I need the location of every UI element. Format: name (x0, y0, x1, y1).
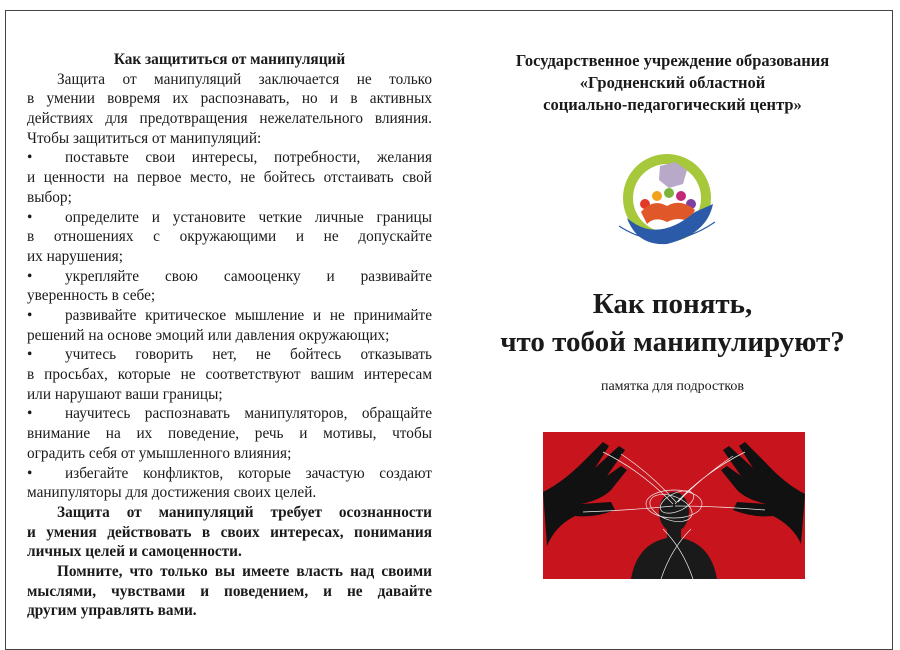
bullet-icon: • (27, 208, 33, 226)
title-line: Как понять, (592, 288, 753, 320)
bullet-icon: • (27, 405, 33, 423)
bullet-text: научитесь распознавать манипуляторов, обращайте (65, 405, 432, 423)
bullet-text: определите и установите четкие личные границы (65, 208, 432, 226)
conclusion1-line: и умения действовать в своих интересах, понимания (27, 523, 432, 541)
intro-line: в умении вовремя их распознавать, но и в активных (27, 90, 432, 108)
bullet-text: выбор; (27, 188, 72, 206)
manipulation-illustration (543, 432, 805, 579)
bullet-item (27, 267, 432, 287)
intro-line: Защита от манипуляций заключается не только (57, 70, 432, 88)
bullet-text: укрепляйте свою самооценку и развивайте (65, 267, 432, 285)
bullet-item (27, 345, 432, 365)
intro-line: действиях для предотвращения нежелательного влияния. (27, 110, 432, 128)
bullet-item (27, 208, 432, 228)
organization-logo (605, 146, 730, 256)
bullet-icon: • (27, 307, 33, 324)
brochure-title (455, 285, 890, 361)
bullet-text: или нарушают ваши границы; (27, 385, 223, 403)
bullet-text: их нарушения; (27, 247, 123, 265)
conclusion2-line: мыслями, чувствами и поведением, и не давайте (27, 582, 432, 600)
bullet-text: избегайте конфликтов, которые зачастую создают (65, 464, 432, 482)
title-line: что тобой манипулируют? (500, 326, 845, 358)
conclusion1-line: личных целей и самоценности. (27, 543, 242, 561)
organization-header (455, 50, 890, 116)
bullet-icon: • (27, 267, 33, 285)
left-column (27, 50, 432, 621)
bullet-text: развивайте критическое мышление и не принимайте (65, 307, 432, 324)
brochure-subtitle: памятка для подростков (600, 379, 745, 394)
bullet-text: внимание на их поведение, речь и мотивы, чтобы (27, 425, 432, 443)
conclusion1-line: Защита от манипуляций требует осознанности (57, 503, 432, 521)
bullet-text: поставьте свои интересы, потребности, желания (65, 149, 432, 167)
bullet-icon: • (27, 346, 33, 364)
bullet-item (27, 464, 432, 484)
bullet-text: решений на основе эмоций или давления окружающих; (27, 326, 390, 344)
conclusion2-line: Помните, что только вы имеете власть над своими (57, 563, 432, 580)
bullet-icon: • (27, 464, 33, 482)
org-name-line: Государственное учреждение образования (515, 51, 830, 70)
bullet-text: манипуляторы для достижения своих целей. (27, 484, 317, 502)
bullet-item (27, 148, 432, 168)
bullet-icon: • (27, 149, 33, 167)
bullet-text: в просьбах, которые не соответствуют вашим интересам (27, 366, 432, 384)
bullet-text: учитесь говорить нет, не бойтесь отказывать (65, 346, 432, 364)
bullet-text: оградить себя от умышленного влияния; (27, 444, 292, 462)
org-name-line: «Гродненский областной (579, 73, 766, 92)
org-name-line: социально-педагогический центр» (543, 95, 802, 114)
bullet-text: уверенность в себе; (27, 287, 156, 305)
bullet-item (27, 306, 432, 326)
bullet-item (27, 404, 432, 424)
conclusion2-line: другим управлять вами. (27, 602, 197, 620)
intro-line: Чтобы защититься от манипуляций: (27, 129, 262, 147)
bullet-text: в отношениях с окружающими и не допускайте (27, 228, 432, 246)
bullet-text: и ценности на первое место, не бойтесь отстаивать свой (27, 169, 432, 187)
section-title: Как защититься от манипуляций (113, 51, 346, 68)
